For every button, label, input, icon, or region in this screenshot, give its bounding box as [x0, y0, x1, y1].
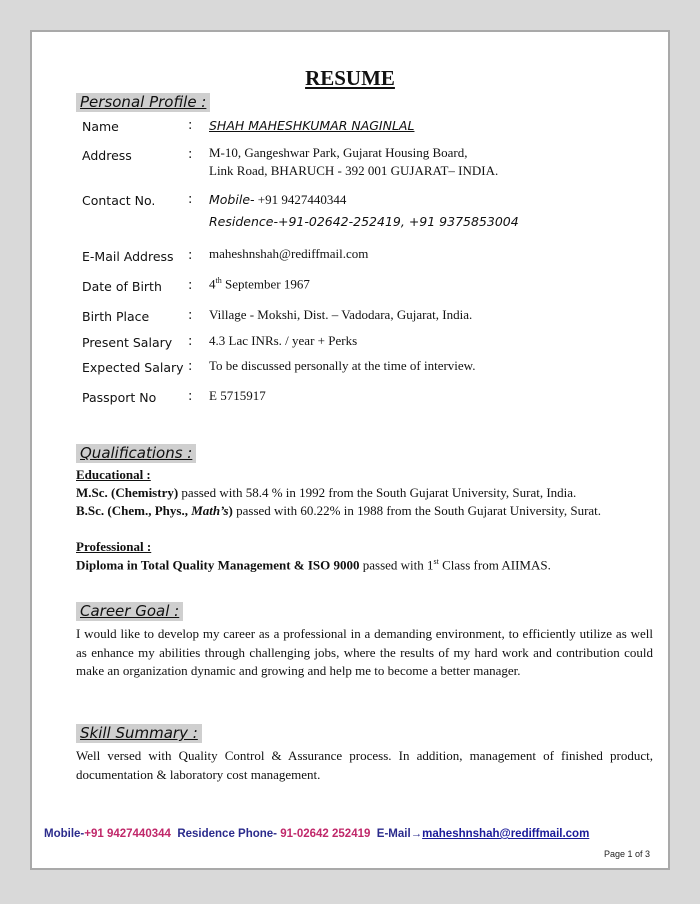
- footer-mobile: +91 9427440344: [84, 828, 171, 840]
- skill-summary-heading: Skill Summary :: [76, 724, 202, 743]
- address-line-1: M-10, Gangeshwar Park, Gujarat Housing Board,: [209, 145, 468, 160]
- bsc-text: passed with 60.22% in 1988 from the South Gujarat University, Surat.: [236, 503, 602, 518]
- footer-residence-label: Residence Phone-: [177, 828, 278, 840]
- dob-colon: :: [188, 278, 193, 293]
- footer-contact: [44, 828, 589, 840]
- bsc-degree: B.Sc. (Chem., Phys., Math’s): [76, 503, 233, 518]
- resume-page: [30, 30, 670, 870]
- dob-suffix: th: [215, 276, 222, 285]
- diploma-sup: st: [433, 557, 439, 566]
- expected-salary-colon: :: [188, 359, 193, 374]
- dob-value: [209, 276, 310, 292]
- arrow-icon: →: [410, 828, 423, 840]
- birth-place-value: Village - Mokshi, Dist. – Vadodara, Gujarat, India.: [209, 307, 473, 322]
- dob-label: Date of Birth: [82, 279, 162, 294]
- career-goal-text: I would like to develop my career as a professional in a demanding environment, to efficiently utilize as well as enhance my abilities through challenging jobs, where the results of my hard work and contribution could make an organization dynamic and growing and help me to become a better manager.: [76, 626, 653, 678]
- personal-profile-heading: Personal Profile :: [76, 93, 210, 112]
- passport-value: E 5715917: [209, 388, 266, 403]
- name-label: Name: [82, 119, 119, 134]
- present-salary-colon: :: [188, 334, 193, 349]
- email-value[interactable]: maheshnshah@rediffmail.com: [209, 246, 369, 261]
- contact-label: Contact No.: [82, 193, 156, 208]
- name-colon: :: [188, 118, 193, 133]
- name-value: SHAH MAHESHKUMAR NAGINLAL: [209, 118, 415, 133]
- footer-email-label: E-Mail: [376, 828, 411, 840]
- page-title: RESUME: [305, 66, 395, 90]
- birth-place-colon: :: [188, 308, 193, 323]
- contact-colon: :: [188, 192, 193, 207]
- diploma-title: Diploma in Total Quality Management & ISO 9000: [76, 557, 360, 573]
- address-label: Address: [82, 148, 132, 163]
- mobile-number: +91 9427440344: [257, 192, 347, 207]
- msc-degree: M.Sc. (Chemistry): [76, 485, 179, 500]
- educational-label: Educational :: [76, 467, 151, 482]
- passport-label: Passport No: [82, 390, 157, 405]
- dob-rest: September 1967: [224, 276, 310, 292]
- email-label: E-Mail Address: [82, 249, 174, 264]
- mobile-prefix: Mobile-: [209, 192, 255, 207]
- qualifications-heading: Qualifications :: [76, 444, 196, 463]
- mobile-line: [209, 192, 346, 208]
- dob-day: 4: [209, 276, 216, 292]
- diploma-line: [76, 557, 551, 573]
- email-colon: :: [188, 248, 193, 263]
- expected-salary-value: To be discussed personally at the time of interview.: [209, 358, 476, 373]
- footer-mobile-label: Mobile-: [44, 828, 85, 840]
- passport-colon: :: [188, 389, 193, 404]
- msc-text: passed with 58.4 % in 1992 from the South Gujarat University, Surat, India.: [181, 485, 577, 500]
- diploma-text: passed with 1: [362, 557, 434, 573]
- bsc-line: [76, 503, 601, 519]
- birth-place-label: Birth Place: [82, 309, 150, 324]
- address-line-2: Link Road, BHARUCH - 392 001 GUJARAT– INDIA.: [209, 163, 499, 178]
- professional-label: Professional :: [76, 539, 152, 554]
- page-number: Page 1 of 3: [603, 849, 650, 859]
- diploma-tail: Class from AIIMAS.: [442, 557, 551, 573]
- skill-summary-text: Well versed with Quality Control & Assurance process. In addition, management of finished product, documentation & laboratory cost management.: [76, 748, 653, 782]
- expected-salary-label: Expected Salary: [82, 360, 184, 375]
- career-goal-heading: Career Goal :: [76, 602, 183, 621]
- footer-residence: 91-02642 252419: [280, 828, 371, 840]
- msc-line: [76, 485, 576, 501]
- present-salary-value: 4.3 Lac INRs. / year + Perks: [209, 333, 358, 348]
- present-salary-label: Present Salary: [82, 335, 173, 350]
- residence-number: +91-02642-252419, +91 9375853004: [277, 214, 519, 229]
- residence-prefix: Residence-: [209, 214, 278, 229]
- footer-email-link[interactable]: maheshnshah@rediffmail.com: [422, 828, 590, 840]
- residence-line: [209, 214, 519, 230]
- address-colon: :: [188, 147, 193, 162]
